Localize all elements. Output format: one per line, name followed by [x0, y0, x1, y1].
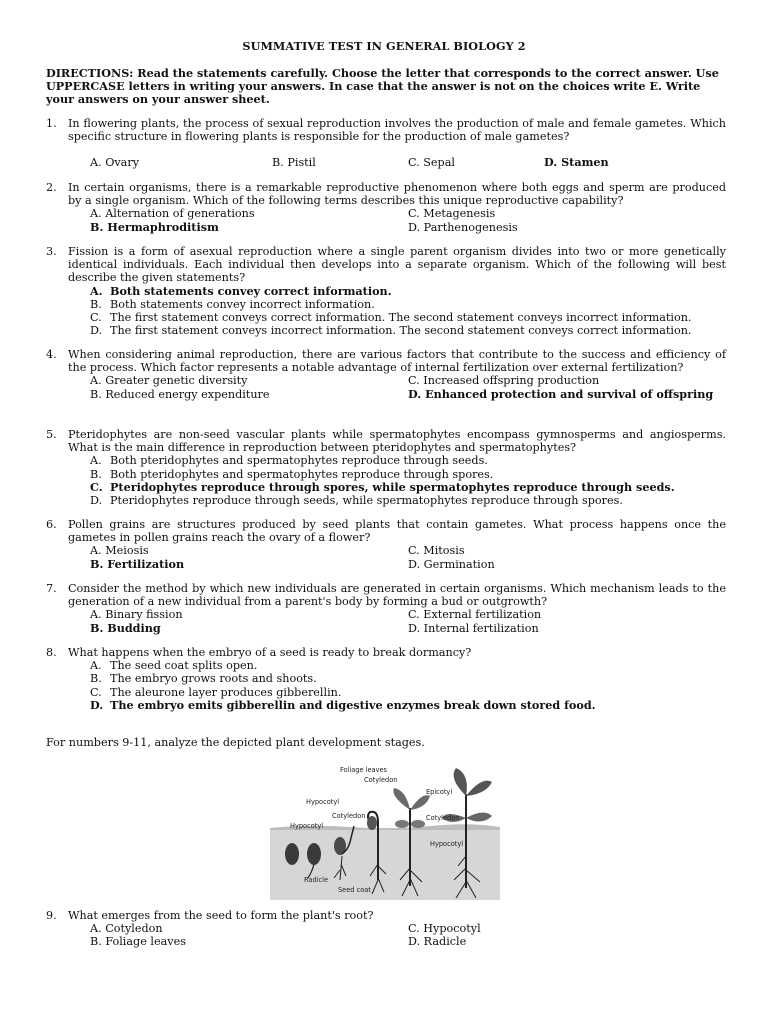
option-c: C. Mitosis [408, 544, 465, 558]
option-b: B. Pistil [272, 156, 316, 170]
label-hypocotyl-1: Hypocotyl [306, 798, 340, 806]
question-4 [46, 348, 726, 401]
label-cotyledon-top: Cotyledon [364, 776, 398, 784]
plant-development-figure [270, 760, 500, 900]
option-a: A. Binary fission [90, 608, 183, 622]
option-d: D. Radicle [408, 935, 467, 949]
label-radicle: Radicle [304, 876, 329, 884]
question-number: 3. [46, 245, 57, 258]
question-text: What emerges from the seed to form the plant's root? [68, 909, 374, 922]
option-a: A. Both statements convey correct information. [90, 283, 392, 298]
option-c: C. Hypocotyl [408, 922, 481, 936]
option-d: D. The first statement conveys incorrect information. The second statement conveys correct information. [90, 324, 692, 338]
question-text: In certain organisms, there is a remarkable reproductive phenomenon where both eggs and sperm are produced by a single organism. Which of the following terms describes this unique reproductive capability? [68, 181, 726, 208]
question-number: 6. [46, 518, 57, 531]
option-d: D. Enhanced protection and survival of offspring [408, 386, 714, 401]
label-epicotyl: Epicotyl [426, 788, 453, 796]
label-seed-coat: Seed coat [338, 886, 371, 894]
label-foliage-leaves: Foliage leaves [340, 766, 387, 774]
question-number: 1. [46, 117, 57, 130]
label-hypocotyl-right: Hypocotyl [430, 840, 464, 848]
option-a: A. Greater genetic diversity [90, 374, 248, 388]
question-1 [46, 117, 726, 170]
question-number: 5. [46, 428, 57, 441]
seed-2 [307, 843, 321, 865]
seed-1 [285, 843, 299, 865]
option-c: C. The first statement conveys correct information. The second statement conveys incorrect information. [90, 311, 692, 325]
option-d: D. Parthenogenesis [408, 220, 518, 234]
option-a: A. Both pteridophytes and spermatophytes reproduce through seeds. [90, 454, 488, 468]
option-c: C. Increased offspring production [408, 374, 600, 388]
option-a: A. Meiosis [90, 544, 149, 558]
option-d: D. Pteridophytes reproduce through seeds, while spermatophytes reproduce through spores. [90, 494, 623, 508]
figure-intro: For numbers 9-11, analyze the depicted plant development stages. [46, 736, 425, 749]
question-text: What happens when the embryo of a seed is ready to break dormancy? [68, 646, 472, 659]
foliage-leaf-left [393, 788, 410, 810]
option-d: D. Stamen [544, 155, 609, 170]
option-d: D. Internal fertilization [408, 621, 539, 635]
question-9 [46, 909, 726, 949]
option-a: A. Alternation of generations [90, 207, 255, 221]
label-cotyledon-right: Cotyledon [426, 814, 460, 822]
question-text: Fission is a form of asexual reproduction where a single parent organism divides into two or more genetically identical individuals. Each individual then develops into a separate organism. Which of the following will best describe the given statements? [68, 245, 726, 285]
option-b: B. Hermaphroditism [90, 219, 219, 234]
option-b: B. Reduced energy expenditure [90, 387, 270, 401]
option-c: C. Sepal [408, 156, 455, 170]
option-b: B. Both statements convey incorrect information. [90, 297, 375, 311]
option-b: B. The embryo grows roots and shoots. [90, 672, 317, 686]
question-text: Pollen grains are structures produced by seed plants that contain gametes. What process happens once the gametes in pollen grains reach the ovary of a flower? [68, 518, 726, 545]
question-text: When considering animal reproduction, there are various factors that contribute to the success and efficiency of the process. Which factor represents a notable advantage of internal fertilization over external fertilization? [68, 348, 726, 375]
option-c: C. The aleurone layer produces gibberellin. [90, 685, 342, 699]
question-number: 7. [46, 582, 57, 595]
label-cotyledon-mid: Cotyledon [332, 812, 366, 820]
option-a: A. Ovary [90, 156, 140, 170]
question-8 [46, 646, 726, 712]
option-d: D. Germination [408, 557, 495, 571]
question-text: In flowering plants, the process of sexual reproduction involves the production of male and female gametes. Which specific structure in flowering plants is responsible for the production of male gametes? [68, 117, 726, 144]
option-a: A. The seed coat splits open. [90, 659, 258, 673]
option-b: B. Foliage leaves [90, 935, 186, 949]
option-d: D. The embryo emits gibberellin and digestive enzymes break down stored food. [90, 697, 596, 712]
option-c: C. External fertilization [408, 608, 542, 622]
foliage-leaf-top-left [454, 768, 467, 796]
page-title: SUMMATIVE TEST IN GENERAL BIOLOGY 2 [242, 39, 526, 53]
question-number: 2. [46, 181, 57, 194]
option-b: B. Fertilization [90, 556, 185, 571]
plant-development-diagram [270, 760, 500, 900]
question-5 [46, 428, 726, 507]
option-c: C. Metagenesis [408, 207, 496, 221]
question-3 [46, 245, 726, 337]
label-hypocotyl-2: Hypocotyl [290, 822, 324, 830]
question-6 [46, 518, 726, 571]
question-number: 8. [46, 646, 57, 659]
question-number: 4. [46, 348, 57, 361]
option-a: A. Cotyledon [90, 922, 163, 936]
question-text: Pteridophytes are non-seed vascular plants while spermatophytes encompass gymnosperms and angiosperms. What is the main difference in reproduction between pteridophytes and spermatophytes? [68, 428, 726, 455]
option-c: C. Pteridophytes reproduce through spores, while spermatophytes reproduce through seeds. [90, 479, 675, 494]
question-text: Consider the method by which new individuals are generated in certain organisms. Which mechanism leads to the generation of a new individual from a parent's body by forming a bud or outgrowth? [68, 582, 726, 609]
foliage-leaf-right [410, 795, 430, 810]
question-number: 9. [46, 909, 57, 922]
option-b: B. Budding [90, 620, 161, 635]
option-b: B. Both pteridophytes and spermatophytes reproduce through spores. [90, 467, 494, 481]
directions: DIRECTIONS: Read the statements carefully. Choose the letter that corresponds to the correct answer. Use UPPERCASE letters in writing your answers. In case that the answer is not on the choices write E. Write your answers on your answer sheet. [46, 66, 719, 107]
question-2 [46, 181, 726, 234]
cotyledon-hook [367, 816, 377, 830]
foliage-leaf-top-right [466, 781, 492, 796]
question-7 [46, 582, 726, 635]
